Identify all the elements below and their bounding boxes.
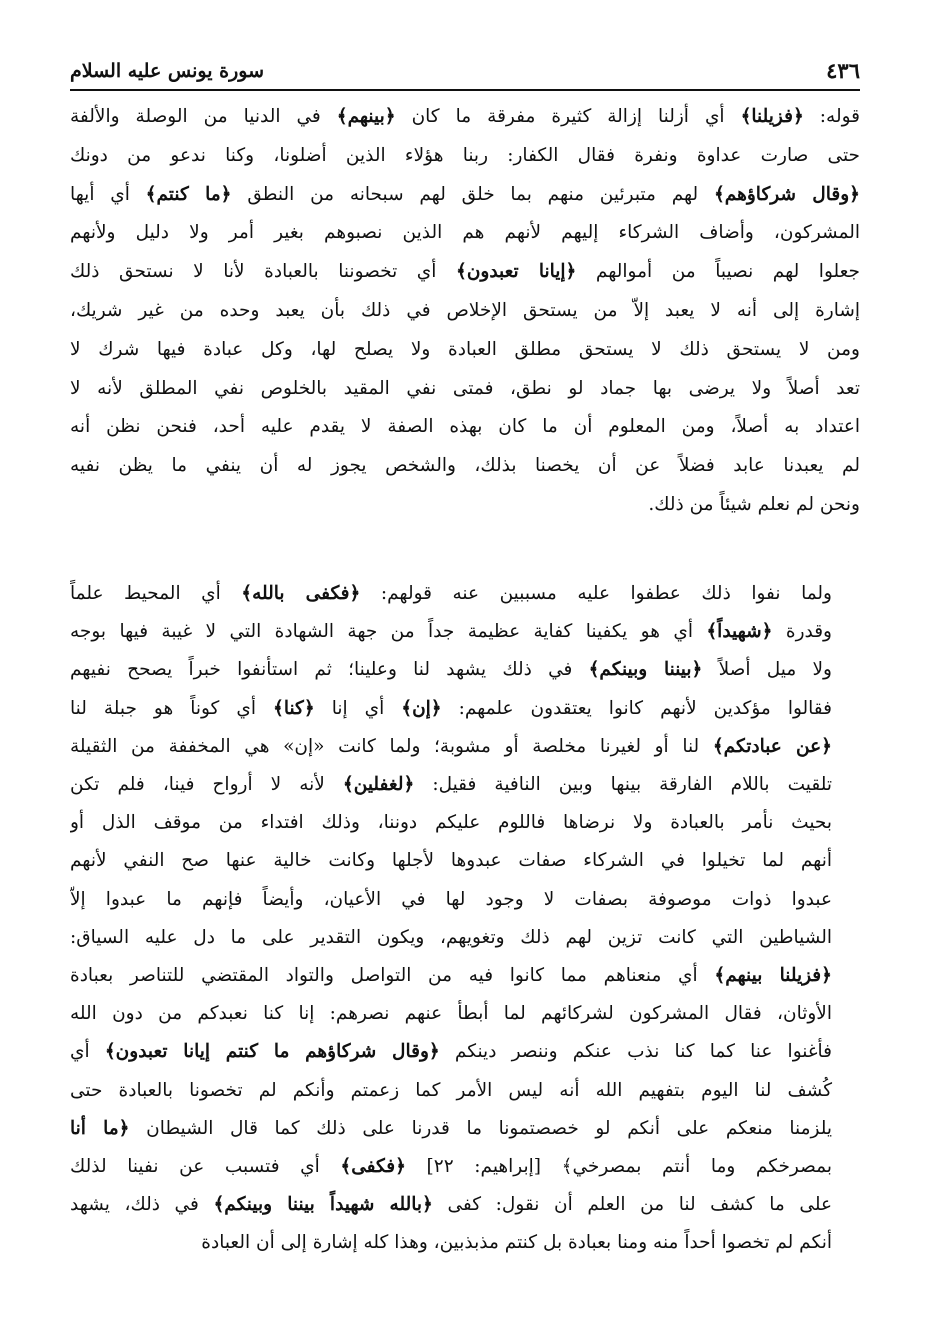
text-line bbox=[70, 995, 860, 1033]
text-segment: كُشف لنا اليوم بتفهيم الله أنه ليس الأمر كما زعمتم وأنكم لم تخصونا بالعبادة حتى bbox=[70, 1079, 832, 1101]
text-line bbox=[70, 651, 860, 689]
page-number: ٤٣٦ bbox=[826, 58, 860, 83]
text-line bbox=[70, 766, 860, 804]
text-segment: أي أيها bbox=[70, 183, 146, 205]
text-segment: أي هو يكفينا كفاية عظيمة جداً من جهة الشهادة التي لا غيبة فيها بوجه bbox=[70, 621, 707, 643]
text-line bbox=[70, 1224, 860, 1262]
text-line bbox=[70, 1072, 860, 1110]
paragraph-1 bbox=[70, 98, 860, 525]
text-line bbox=[70, 214, 860, 253]
quran-quote: ﴿ما كنتم﴾ bbox=[145, 183, 232, 205]
text-line bbox=[70, 881, 860, 919]
text-segment: أي كوناً هو جبلة لنا bbox=[70, 697, 273, 719]
text-segment: في ذلك، يشهد bbox=[70, 1194, 214, 1216]
running-header bbox=[70, 48, 860, 88]
text-segment: أي فتسبب عن نفينا لذلك bbox=[70, 1156, 341, 1178]
text-line bbox=[70, 690, 860, 728]
text-segment: بمصرخكم وما أنتم بمصرخي﴾ [إبراهيم: ٢٢] bbox=[405, 1156, 832, 1178]
text-segment: أي bbox=[70, 1041, 105, 1063]
paragraph-2 bbox=[70, 575, 860, 1263]
text-line bbox=[70, 728, 860, 766]
quran-quote: ﴿لغفلين﴾ bbox=[342, 774, 415, 796]
quran-quote: ﴿بيننا وبينكم﴾ bbox=[588, 659, 703, 681]
text-line bbox=[70, 370, 860, 409]
quran-quote: ﴿وقال شركاؤهم ما كنتم إيانا تعبدون﴾ bbox=[104, 1041, 440, 1063]
text-segment: أي المحيط علماً bbox=[70, 583, 242, 604]
text-segment: اعتداد به أصلاً، ومن المعلوم أن ما كان بهذه الصفة لا يقدم عليه أحد، فنحن نظن أنه bbox=[70, 416, 860, 438]
text-segment: المشركون، وأضاف الشركاء إليهم لأنهم هم الذين نصبوهم بغير أمر ولا دليل ولأنهم bbox=[70, 222, 860, 244]
text-line bbox=[70, 575, 860, 613]
quran-quote: ﴿وقال شركاؤهم﴾ bbox=[713, 183, 860, 205]
text-line bbox=[70, 292, 860, 331]
text-line bbox=[70, 486, 860, 525]
quran-quote: ﴿عن عبادتكم﴾ bbox=[712, 735, 832, 757]
text-segment: فقالوا مؤكدين لأنهم كانوا يعتقدون علمهم: bbox=[441, 697, 833, 719]
text-segment: الشياطين التي كانت تزين لهم ذلك وتغويهم، ويكون التقدير على ما دل عليه السياق: bbox=[70, 926, 832, 948]
quran-quote: ﴿إيانا تعبدون﴾ bbox=[455, 261, 577, 283]
text-segment: في ذلك يشهد لنا وعلينا؛ ثم استأنفوا خبراً يصحح نفيهم bbox=[70, 659, 589, 681]
text-segment: ولا ميل أصلاً bbox=[702, 659, 832, 681]
text-segment: أنكم لم تخصوا أحداً منه ومنا بعبادة بل كنتم مذبذبين، وهذا كله إشارة إلى أن العبادة bbox=[201, 1232, 832, 1254]
text-segment: أي تخصوننا بالعبادة لأنا لا نستحق ذلك bbox=[70, 261, 456, 283]
text-line bbox=[70, 137, 860, 176]
text-segment: ولما نفوا ذلك عطفوا عليه مسببين عنه قولهم: bbox=[360, 583, 832, 604]
text-segment: أي منعناهم مما كانوا فيه من التواصل والتواد المقتضي للتناصر بعبادة bbox=[70, 965, 715, 987]
quran-quote: ﴿إن﴾ bbox=[401, 697, 442, 719]
text-segment: حتى صارت عداوة ونفرة فقال الكفار: ربنا هؤلاء الذين أضلونا، وكنا ندعو من دونك bbox=[70, 144, 860, 166]
text-segment: لهم متبرئين منهم بما خلق لهم سبحانه من النطق bbox=[231, 183, 714, 205]
text-segment: ونحن لم نعلم شيئاً من ذلك. bbox=[648, 493, 860, 515]
text-segment: ومن لا يستحق ذلك لا يستحق مطلق العبادة ولا يصلح لها، وكل عبادة فيها شرك لا bbox=[70, 338, 860, 360]
quran-quote: ﴿فكفى بالله﴾ bbox=[241, 583, 361, 604]
surah-title: سورة يونس عليه السلام bbox=[70, 60, 264, 82]
text-line bbox=[70, 919, 860, 957]
paragraph-text bbox=[70, 575, 860, 1263]
text-line bbox=[70, 408, 860, 447]
text-line bbox=[70, 1148, 860, 1186]
quran-quote: ﴿شهيداً﴾ bbox=[706, 621, 773, 643]
text-line bbox=[70, 1186, 860, 1224]
text-segment: قوله: bbox=[803, 106, 860, 127]
text-line bbox=[70, 253, 860, 292]
text-segment: بحيث نأمر بالعبادة ولا نرضاها فاللوم عليكم دوننا، وذلك افتداء من موقف الذل أو bbox=[70, 812, 832, 834]
quran-quote: ﴿فزيلنا﴾ bbox=[740, 106, 804, 127]
text-segment: تعد أصلاً ولا يرضى بها جماد لو نطق، فمتى نفي المقيد بالخلوص نفي المطلق لأنه لا bbox=[70, 377, 860, 399]
text-line bbox=[70, 804, 860, 842]
text-line bbox=[70, 842, 860, 880]
header-rule bbox=[70, 89, 860, 91]
text-segment: لم يعبدنا عابد فضلاً عن أن يخصنا بذلك، والشخص يجوز له أن ينفي ما يظن نفيه bbox=[70, 455, 860, 477]
text-segment: إشارة إلى أنه لا يعبد إلاّ من يستحق الإخلاص في ذلك بأن يعبد وحده من غير شريك، bbox=[70, 299, 860, 321]
text-segment: أنهم لما تخيلوا في الشركاء صفات عبدوها لأجلها وكانت خالية عنها صح النفي لأنهم bbox=[70, 850, 832, 872]
text-segment: يلزمنا منعكم على أنكم لو خصصتمونا ما قدرنا على ذلك كما قال الشيطان bbox=[129, 1117, 832, 1139]
text-segment: أي إنا bbox=[314, 697, 402, 719]
text-segment: في الدنيا من الوصلة والألفة bbox=[70, 106, 337, 127]
paragraph-text bbox=[70, 98, 860, 525]
text-segment: فأغنوا عنا كما كنا نذب عنكم وننصر دينكم bbox=[439, 1041, 832, 1063]
quran-quote: ﴿فكفى﴾ bbox=[340, 1156, 406, 1178]
text-segment: تلقيت باللام الفارقة بينها وبين النافية فقيل: bbox=[414, 774, 832, 796]
text-line bbox=[70, 613, 860, 651]
text-line bbox=[70, 331, 860, 370]
text-segment: جعلوا لهم نصيباً من أموالهم bbox=[576, 261, 860, 283]
text-segment: لنا أو لغيرنا مخلصة أو مشوبة؛ ولما كانت «إن» هي المخففة من الثقيلة bbox=[70, 735, 713, 757]
text-line bbox=[70, 957, 860, 995]
text-line bbox=[70, 176, 860, 215]
text-segment: أي أزلنا إزالة كثيرة مفرقة ما كان bbox=[395, 106, 741, 127]
quran-quote: ﴿بالله شهيداً بيننا وبينكم﴾ bbox=[213, 1194, 433, 1216]
text-segment: على ما كشف لنا من العلم أن نقول: كفى bbox=[432, 1194, 832, 1216]
quran-quote: ﴿بينهم﴾ bbox=[336, 106, 396, 127]
text-line bbox=[70, 1110, 860, 1148]
text-segment: عبدوا ذوات موصوفة بصفات لا وجود لها في الأعيان، وأيضاً فإنهم ما عبدوا إلاّ bbox=[70, 888, 832, 910]
text-line bbox=[70, 447, 860, 486]
text-segment: الأوثان، فقال المشركون لشركائهم لما أبطأ عنهم نصرهم: إنا كنا نعبدكم من دون الله bbox=[70, 1003, 832, 1025]
text-line bbox=[70, 1033, 860, 1071]
text-segment: وقدرة bbox=[772, 621, 832, 643]
quran-quote: ﴿ما أنا bbox=[70, 1117, 130, 1139]
quran-quote: ﴿كنا﴾ bbox=[272, 697, 315, 719]
quran-quote: ﴿فزيلنا بينهم﴾ bbox=[714, 965, 832, 987]
text-segment: لأنه لا أرواح فينا، فلم تكن bbox=[70, 774, 343, 796]
text-line bbox=[70, 98, 860, 137]
